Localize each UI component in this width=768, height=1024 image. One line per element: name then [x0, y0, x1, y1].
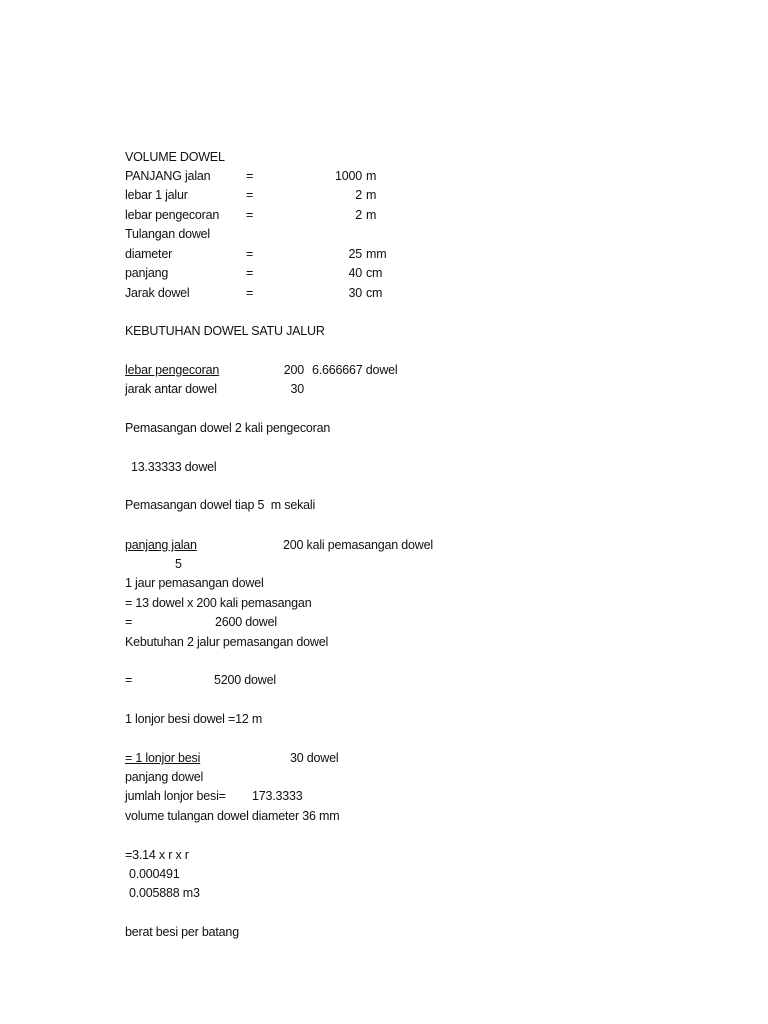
fraction-numerator-label: panjang jalan	[125, 538, 197, 552]
text-line: volume tulangan dowel diameter 36 mm	[125, 809, 340, 823]
fraction-result: 6.666667 dowel	[312, 363, 398, 377]
param-label: lebar 1 jalur	[125, 188, 188, 202]
text-line: = 13 dowel x 200 kali pemasangan	[125, 596, 312, 610]
param-value: 25	[348, 247, 362, 261]
param-unit: m	[366, 188, 377, 202]
equals-sign: =	[125, 615, 133, 629]
param-equals: =	[246, 247, 254, 261]
fraction-numerator-value: 30 dowel	[290, 751, 339, 765]
param-value: 2	[355, 188, 362, 202]
param-equals: =	[246, 169, 254, 183]
param-label: lebar pengecoran	[125, 208, 220, 222]
param-label: PANJANG jalan	[125, 169, 211, 183]
fraction-denominator-value: 5	[175, 557, 182, 571]
text-line: berat besi per batang	[125, 925, 239, 939]
result-value: 0.000491	[129, 867, 180, 881]
param-equals: =	[246, 208, 254, 222]
fraction-numerator-label: = 1 lonjor besi	[125, 751, 201, 765]
param-unit: cm	[366, 266, 383, 280]
param-value: 2	[355, 208, 362, 222]
param-unit: mm	[366, 247, 387, 261]
fraction-numerator-value: 200	[283, 363, 304, 377]
result-value: 5200 dowel	[214, 673, 276, 687]
param-label: Jarak dowel	[125, 286, 190, 300]
text-line: Pemasangan dowel 2 kali pengecoran	[125, 421, 331, 435]
param-label: Tulangan dowel	[125, 227, 210, 241]
param-value: 1000	[334, 169, 362, 183]
fraction-numerator-label: lebar pengecoran	[125, 363, 220, 377]
param-label: panjang	[125, 266, 169, 280]
formula-line: =3.14 x r x r	[125, 848, 189, 862]
text-line: jumlah lonjor besi=	[125, 789, 226, 803]
fraction-denominator-label: panjang dowel	[125, 770, 204, 784]
result-value: 0.005888 m3	[129, 886, 200, 900]
result-value: 173.3333	[252, 789, 303, 803]
text-line: Pemasangan dowel tiap 5 m sekali	[125, 498, 316, 512]
param-unit: m	[366, 169, 377, 183]
text-line: 1 jaur pemasangan dowel	[125, 576, 264, 590]
document-title: VOLUME DOWEL	[125, 150, 225, 164]
param-unit: m	[366, 208, 377, 222]
param-equals: =	[246, 266, 254, 280]
result-value: 2600 dowel	[215, 615, 277, 629]
text-line: Kebutuhan 2 jalur pemasangan dowel	[125, 635, 329, 649]
fraction-denominator-label: jarak antar dowel	[125, 382, 217, 396]
section-heading: KEBUTUHAN DOWEL SATU JALUR	[125, 324, 325, 338]
fraction-result: 200 kali pemasangan dowel	[283, 538, 433, 552]
param-value: 40	[348, 266, 362, 280]
param-value: 30	[348, 286, 362, 300]
param-unit: cm	[366, 286, 383, 300]
param-label: diameter	[125, 247, 173, 261]
result-value: 13.33333 dowel	[131, 460, 217, 474]
equals-sign: =	[125, 673, 133, 687]
param-equals: =	[246, 286, 254, 300]
fraction-denominator-value: 30	[290, 382, 304, 396]
param-equals: =	[246, 188, 254, 202]
text-line: 1 lonjor besi dowel =12 m	[125, 712, 263, 726]
